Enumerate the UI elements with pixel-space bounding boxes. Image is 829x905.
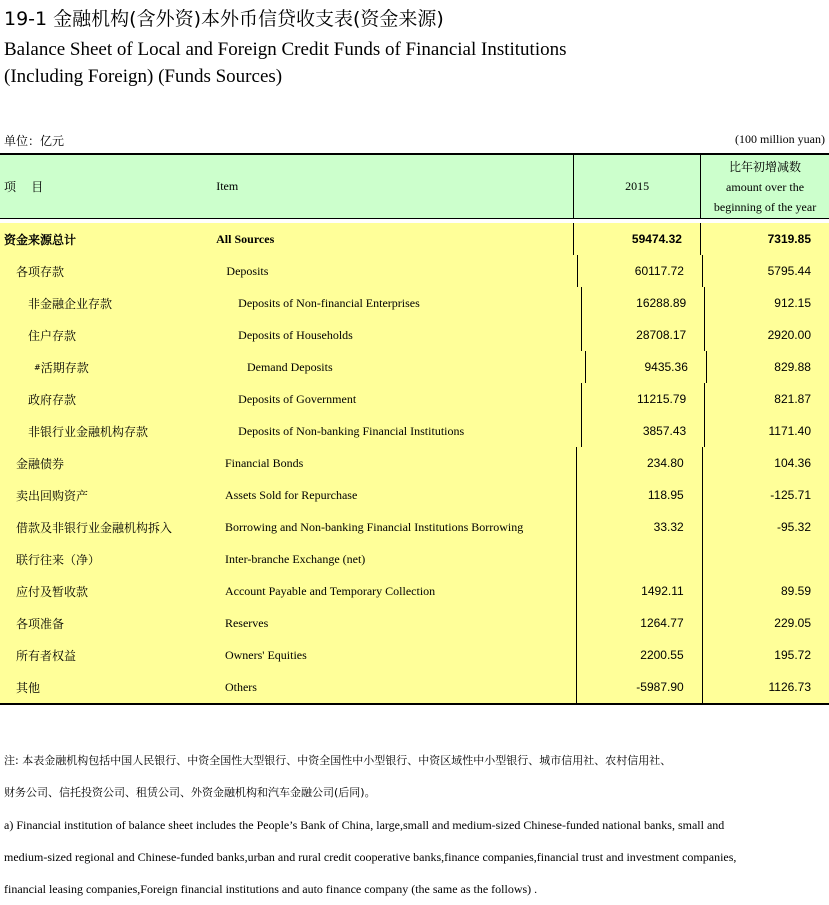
row-label-en: Deposits of Non-financial Enterprises — [228, 287, 582, 319]
header-2015: 2015 — [574, 155, 701, 218]
row-value-2015: 9435.36 — [586, 351, 707, 383]
row-label-en: Demand Deposits — [231, 351, 586, 383]
row-label-cn: 各项准备 — [16, 616, 65, 631]
row-label-en: Others — [221, 671, 577, 703]
title-chinese: 19-1 金融机构(含外资)本外币信贷收支表(资金来源) — [4, 8, 444, 30]
row-value-increase: 5795.44 — [767, 264, 812, 278]
row-value-increase: 821.87 — [774, 392, 811, 406]
row-label-en: All Sources — [212, 223, 574, 255]
row-value-increase: 195.72 — [774, 648, 811, 662]
note-en-line2: medium-sized regional and Chinese-funded banks,urban and rural credit cooperative banks,finance companies,financial trust and investment companies, — [4, 850, 737, 864]
table-row — [0, 447, 829, 479]
header-increase-en1: amount over the — [726, 179, 805, 194]
row-label-cn: 联行往来（净） — [16, 552, 101, 567]
row-label-cn: 金融债券 — [16, 456, 65, 471]
row-value-increase: 7319.85 — [767, 232, 811, 246]
row-value-2015: 16288.89 — [582, 287, 705, 319]
title-english-line2: (Including Foreign) (Funds Sources) — [4, 66, 283, 87]
footnote-marker: # — [34, 362, 41, 372]
row-label-cn: 各项存款 — [16, 264, 65, 279]
row-value-increase: 89.59 — [780, 584, 811, 598]
table-header — [0, 155, 829, 219]
row-value-2015: 2200.55 — [577, 639, 702, 671]
row-label-cn: 卖出回购资产 — [16, 488, 89, 503]
row-value-increase: 104.36 — [774, 456, 811, 470]
row-label-en: Deposits — [220, 255, 577, 287]
row-value-increase: 829.88 — [774, 360, 811, 374]
row-value-increase: 1171.40 — [768, 424, 811, 438]
row-value-2015: 60117.72 — [578, 255, 703, 287]
table-row — [0, 287, 829, 319]
table-row — [0, 511, 829, 543]
row-label-cn: 应付及暂收款 — [16, 584, 89, 599]
row-label-cn: 资金来源总计 — [4, 232, 77, 247]
header-item-en: Item — [212, 155, 574, 218]
row-label-cn: 所有者权益 — [16, 648, 77, 663]
row-label-en: Reserves — [221, 607, 577, 639]
row-value-2015: 234.80 — [577, 447, 702, 479]
note-en-line1: a) Financial institution of balance sheet includes the People’s Bank of China, large,small and medium-sized Chinese-funded national banks, small and — [4, 818, 725, 832]
row-label-cn — [0, 351, 231, 383]
title-english — [4, 36, 567, 90]
row-label-cn: 政府存款 — [28, 392, 77, 407]
footnotes — [4, 745, 826, 905]
row-value-2015: 33.32 — [577, 511, 702, 543]
table-row — [0, 415, 829, 447]
row-label-cn: 借款及非银行业金融机构拆入 — [16, 520, 173, 535]
row-label-en: Financial Bonds — [221, 447, 577, 479]
row-label-en: Deposits of Government — [228, 383, 582, 415]
row-value-increase: 912.15 — [774, 296, 811, 310]
table-row — [0, 671, 829, 703]
row-label-cn-text: 活期存款 — [40, 360, 89, 375]
table-row — [0, 543, 829, 575]
table-body — [0, 223, 829, 703]
header-increase-en2: beginning of the year — [713, 199, 817, 214]
row-value-2015: 59474.32 — [574, 223, 701, 255]
row-value-increase — [703, 543, 829, 575]
row-value-2015: -5987.90 — [577, 671, 702, 703]
row-label-cn: 非金融企业存款 — [28, 296, 113, 311]
row-label-en: Owners' Equities — [221, 639, 577, 671]
row-label-en: Deposits of Households — [228, 319, 582, 351]
balance-sheet-table — [0, 153, 829, 705]
note-en-line3: financial leasing companies,Foreign financial institutions and auto finance company (the same as the follows) . — [4, 882, 538, 896]
header-increase-cn: 比年初增减数 — [729, 159, 802, 174]
row-value-increase: 1126.73 — [768, 680, 811, 694]
row-label-en: Borrowing and Non-banking Financial Institutions Borrowing — [221, 511, 577, 543]
row-value-increase: -125.71 — [770, 488, 811, 502]
row-value-2015 — [577, 543, 702, 575]
table-row — [0, 479, 829, 511]
table-row — [0, 255, 829, 287]
row-label-cn: 非银行业金融机构存款 — [28, 424, 149, 439]
row-label-cn: 住户存款 — [28, 328, 77, 343]
table-row — [0, 607, 829, 639]
header-increase — [701, 155, 829, 218]
row-value-2015: 28708.17 — [582, 319, 705, 351]
row-label-en: Account Payable and Temporary Collection — [221, 575, 577, 607]
table-row — [0, 639, 829, 671]
unit-chinese: 单位：亿元 — [4, 134, 65, 148]
row-label-en: Assets Sold for Repurchase — [221, 479, 577, 511]
row-value-2015: 1264.77 — [577, 607, 702, 639]
table-row — [0, 575, 829, 607]
row-label-en: Inter-branche Exchange (net) — [221, 543, 577, 575]
unit-english: (100 million yuan) — [735, 132, 825, 146]
row-value-2015: 118.95 — [577, 479, 702, 511]
title-english-line1: Balance Sheet of Local and Foreign Credit Funds of Financial Institutions — [4, 39, 567, 60]
row-value-2015: 3857.43 — [582, 415, 705, 447]
row-value-increase: -95.32 — [776, 520, 811, 534]
table-row — [0, 319, 829, 351]
row-value-2015: 1492.11 — [577, 575, 702, 607]
row-label-en: Deposits of Non-banking Financial Institutions — [228, 415, 582, 447]
table-row — [0, 383, 829, 415]
row-value-increase: 229.05 — [774, 616, 811, 630]
header-item-cn: 项 目 — [4, 180, 44, 194]
note-cn-line1: 注: 本表金融机构包括中国人民银行、中资全国性大型银行、中资全国性中小型银行、中资区域性中小型银行、城市信用社、农村信用社、 — [4, 754, 672, 767]
row-value-increase: 2920.00 — [767, 328, 811, 342]
row-value-2015: 11215.79 — [582, 383, 705, 415]
table-row — [0, 351, 829, 383]
table-row — [0, 223, 829, 255]
row-label-cn: 其他 — [16, 680, 41, 695]
note-cn-line2: 财务公司、信托投资公司、租赁公司、外资金融机构和汽车金融公司(后同)。 — [4, 786, 376, 799]
